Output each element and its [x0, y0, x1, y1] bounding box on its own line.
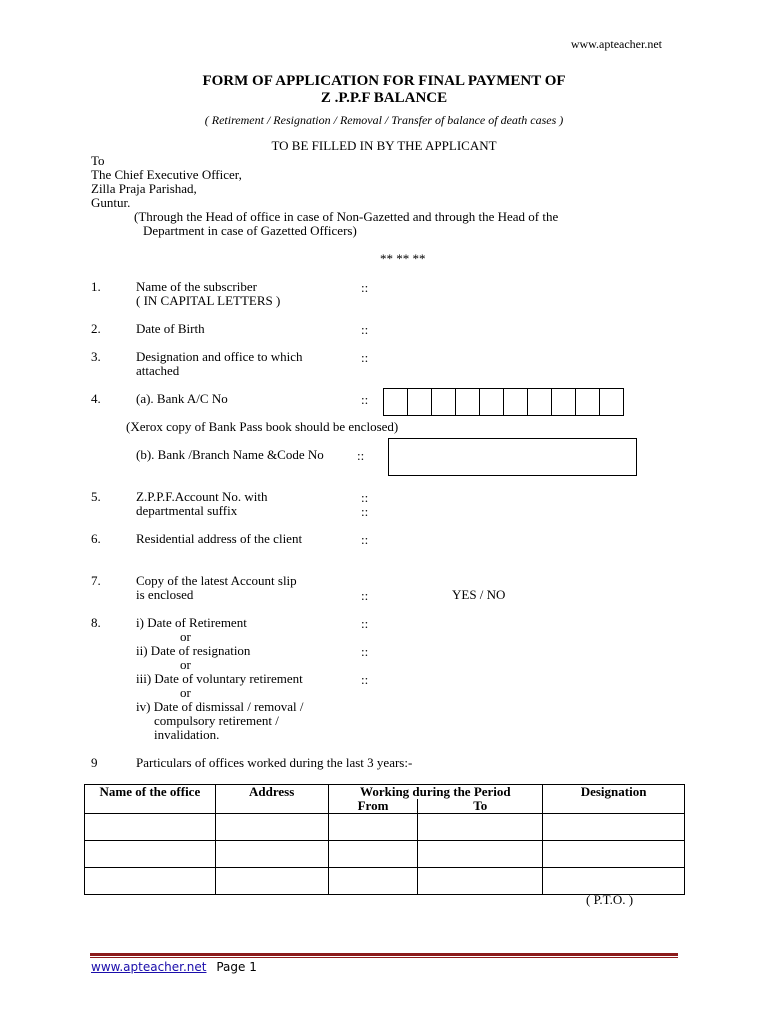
item3-separator: ::: [361, 350, 369, 365]
item8-separator-1: ::: [361, 616, 369, 631]
table-cell[interactable]: [328, 868, 418, 895]
footer: [91, 960, 257, 974]
table-cell[interactable]: [215, 814, 328, 841]
item9-label: Particulars of offices worked during the last 3 years:-: [136, 755, 413, 770]
item5-number: 5.: [91, 489, 101, 504]
item4b-separator: ::: [357, 448, 365, 463]
item8-separator-2: ::: [361, 644, 369, 659]
table-cell[interactable]: [215, 841, 328, 868]
table-cell[interactable]: [215, 868, 328, 895]
item2-label: Date of Birth: [136, 321, 205, 336]
footer-divider: [90, 953, 678, 956]
item9-number: 9: [91, 755, 98, 770]
bank-branch-box[interactable]: [388, 438, 637, 476]
item8-dismissal-label-3: invalidation.: [154, 727, 220, 742]
item2-number: 2.: [91, 321, 101, 336]
passbook-note: (Xerox copy of Bank Pass book should be enclosed): [126, 419, 399, 434]
item7-number: 7.: [91, 573, 101, 588]
footer-link[interactable]: www.apteacher.net: [91, 960, 207, 974]
item8-voluntary-label: iii) Date of voluntary retirement: [136, 671, 303, 686]
pto-note: ( P.T.O. ): [586, 892, 634, 907]
address-to: To: [91, 153, 105, 168]
address-line3: Guntur.: [91, 195, 131, 210]
yes-no-option[interactable]: YES / NO: [452, 587, 506, 602]
item8-retirement-label: i) Date of Retirement: [136, 615, 247, 630]
item4b-label: (b). Bank /Branch Name &Code No: [136, 447, 324, 462]
account-digit-box[interactable]: [503, 388, 528, 416]
header-designation: Designation: [543, 785, 685, 814]
page-number: Page 1: [216, 960, 257, 974]
item1-label: Name of the subscriber: [136, 279, 257, 294]
table-cell[interactable]: [543, 814, 685, 841]
item1-separator: ::: [361, 280, 369, 295]
account-digit-box[interactable]: [431, 388, 456, 416]
bank-account-boxes[interactable]: [383, 388, 624, 416]
item8-dismissal-label-1: iv) Date of dismissal / removal /: [136, 699, 304, 714]
item6-label: Residential address of the client: [136, 531, 303, 546]
item8-or-1: or: [180, 629, 191, 644]
item5-separator-2: ::: [361, 504, 369, 519]
item8-dismissal-label-2: compulsory retirement /: [154, 713, 279, 728]
header-office-name: Name of the office: [85, 785, 216, 814]
item1-sublabel: ( IN CAPITAL LETTERS ): [136, 293, 281, 308]
item8-separator-3: ::: [361, 672, 369, 687]
item7-sublabel: is enclosed: [136, 587, 194, 602]
header-address: Address: [215, 785, 328, 814]
account-digit-box[interactable]: [599, 388, 624, 416]
account-digit-box[interactable]: [479, 388, 504, 416]
item3-label: Designation and office to which: [136, 349, 303, 364]
through-note-line2: Department in case of Gazetted Officers): [143, 223, 357, 238]
offices-table: [84, 784, 685, 895]
form-title-line1: FORM OF APPLICATION FOR FINAL PAYMENT OF: [202, 73, 566, 89]
item6-separator: ::: [361, 532, 369, 547]
footer-divider-thin: [90, 957, 678, 958]
table-row[interactable]: [85, 814, 685, 841]
form-subtitle: ( Retirement / Resignation / Removal / Transfer of balance of death cases ): [204, 113, 564, 127]
applicant-heading: TO BE FILLED IN BY THE APPLICANT: [271, 138, 497, 153]
table-cell[interactable]: [85, 841, 216, 868]
account-digit-box[interactable]: [383, 388, 408, 416]
table-cell[interactable]: [418, 814, 543, 841]
account-digit-box[interactable]: [407, 388, 432, 416]
item8-resignation-label: ii) Date of resignation: [136, 643, 251, 658]
item7-separator: ::: [361, 588, 369, 603]
address-line2: Zilla Praja Parishad,: [91, 181, 197, 196]
item5-label: Z.P.P.F.Account No. with: [136, 489, 268, 504]
item4a-label: (a). Bank A/C No: [136, 391, 228, 406]
account-digit-box[interactable]: [527, 388, 552, 416]
table-cell[interactable]: [418, 841, 543, 868]
item7-label: Copy of the latest Account slip: [136, 573, 297, 588]
item3-sublabel: attached: [136, 363, 180, 378]
account-digit-box[interactable]: [455, 388, 480, 416]
item8-or-3: or: [180, 685, 191, 700]
item5-separator: ::: [361, 490, 369, 505]
table-row[interactable]: [85, 868, 685, 895]
table-cell[interactable]: [543, 841, 685, 868]
item8-or-2: or: [180, 657, 191, 672]
header-url: www.apteacher.net: [570, 37, 662, 51]
table-cell[interactable]: [418, 868, 543, 895]
item6-number: 6.: [91, 531, 101, 546]
item4-number: 4.: [91, 391, 101, 406]
item4a-separator: ::: [361, 392, 369, 407]
table-cell[interactable]: [328, 814, 418, 841]
table-cell[interactable]: [328, 841, 418, 868]
form-title-line2: Z .P.P.F BALANCE: [320, 90, 448, 106]
item5-sublabel: departmental suffix: [136, 503, 238, 518]
through-note-line1: (Through the Head of office in case of Non-Gazetted and through the Head of the: [134, 209, 559, 224]
table-cell[interactable]: [85, 814, 216, 841]
header-to: To: [418, 799, 543, 814]
header-working-period: Working during the Period: [328, 785, 543, 800]
header-from: From: [328, 799, 418, 814]
item3-number: 3.: [91, 349, 101, 364]
item1-number: 1.: [91, 279, 101, 294]
stars-divider: ** ** **: [380, 251, 426, 266]
table-cell[interactable]: [85, 868, 216, 895]
item8-number: 8.: [91, 615, 101, 630]
address-line1: The Chief Executive Officer,: [91, 167, 242, 182]
table-row[interactable]: [85, 841, 685, 868]
item2-separator: ::: [361, 322, 369, 337]
table-cell[interactable]: [543, 868, 685, 895]
account-digit-box[interactable]: [551, 388, 576, 416]
account-digit-box[interactable]: [575, 388, 600, 416]
